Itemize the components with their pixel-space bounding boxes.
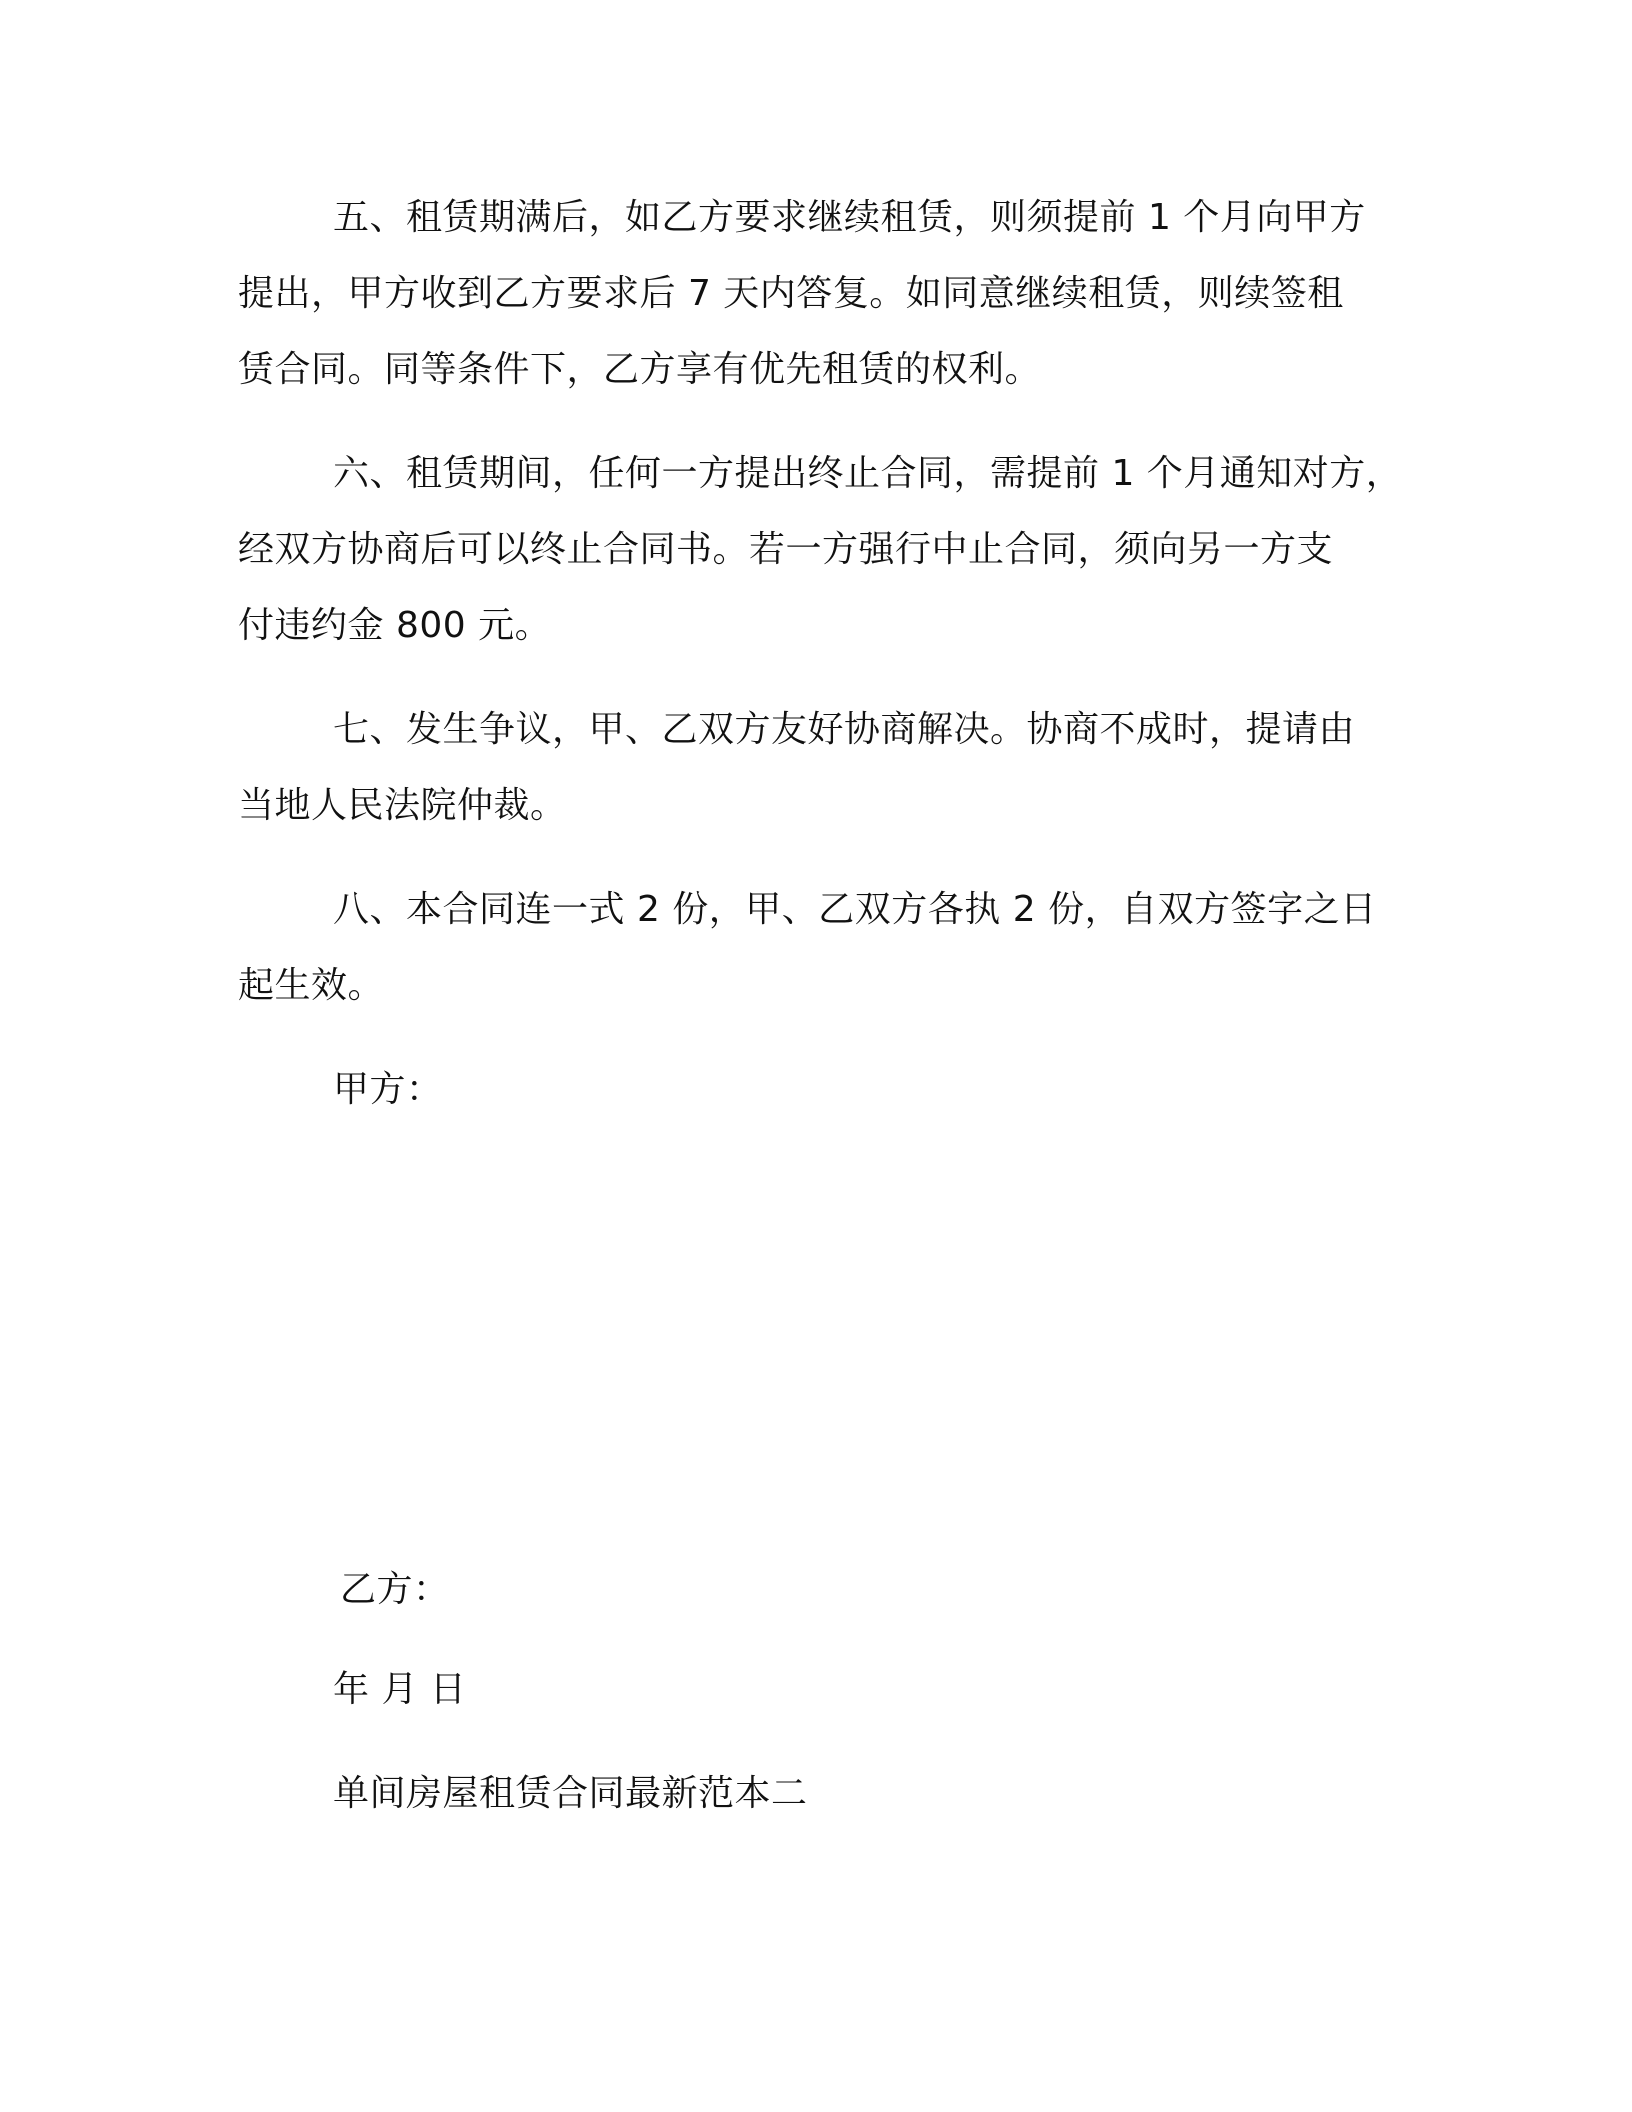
party-a-label: 甲方： <box>333 1069 443 1110</box>
clause-7-line-2: 当地人民法院仲裁。 <box>238 785 567 826</box>
date-label: 年 月 日 <box>333 1669 467 1710</box>
clause-5-line-2: 提出，甲方收到乙方要求后 7 天内答复。如同意继续租赁，则续签租 <box>238 273 1344 314</box>
clause-7-line-1: 七、发生争议，甲、乙双方友好协商解决。协商不成时，提请由 <box>333 709 1356 750</box>
clause-8-line-1: 八、本合同连一式 2 份，甲、乙双方各执 2 份，自双方签字之日 <box>333 889 1377 930</box>
clause-8-line-2: 起生效。 <box>238 965 385 1006</box>
clause-6-line-3: 付违约金 800 元。 <box>238 605 552 646</box>
clause-6-line-2: 经双方协商后可以终止合同书。若一方强行中止合同，须向另一方支 <box>238 529 1334 570</box>
clause-5-line-3: 赁合同。同等条件下，乙方享有优先租赁的权利。 <box>238 349 1042 390</box>
clause-6-line-1: 六、租赁期间，任何一方提出终止合同，需提前 1 个月通知对方， <box>333 453 1403 494</box>
party-b-label: 乙方： <box>340 1569 450 1610</box>
clause-5-line-1: 五、租赁期满后，如乙方要求继续租赁，则须提前 1 个月向甲方 <box>333 197 1366 238</box>
next-section-title: 单间房屋租赁合同最新范本二 <box>333 1773 808 1814</box>
